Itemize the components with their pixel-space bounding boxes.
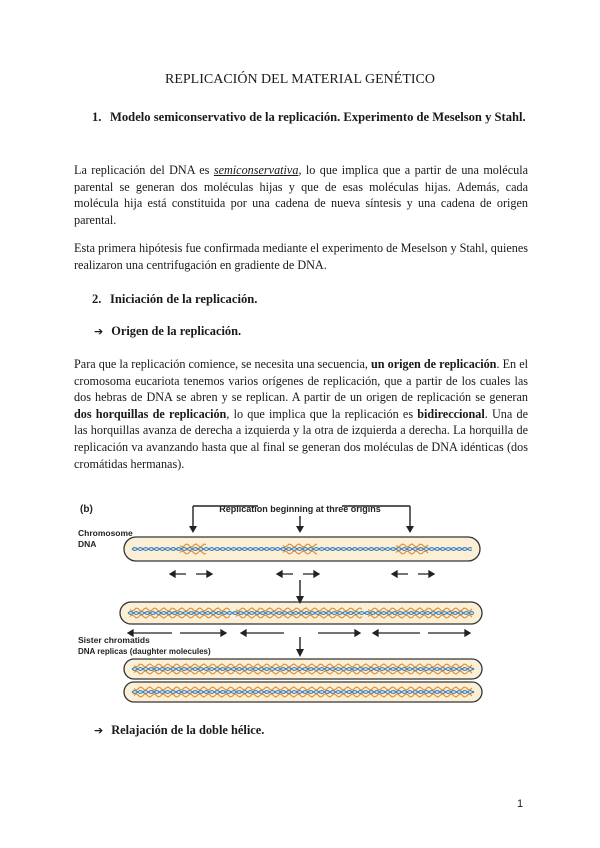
- bold-horquillas: dos horquillas de replicación: [74, 406, 227, 421]
- down-arrow-2: [296, 637, 304, 657]
- sister-chromatids-label: Sister chromatids: [78, 635, 150, 645]
- page-title: REPLICACIÓN DEL MATERIAL GENÉTICO: [165, 72, 435, 87]
- figure-panel-label: (b): [80, 504, 93, 515]
- down-arrow-1: [296, 580, 304, 604]
- paragraph-text: , lo que implica que a partir de una molécula parental se generan dos moléculas hijas y que de esas moléculas hijas. Además, cada molécula hija está constituida por una cadena de nueva síntesis y una cadena de origen parental.: [74, 163, 529, 227]
- section-2-number: 2.: [92, 292, 102, 306]
- chromosome-label: Chromosome: [78, 528, 133, 538]
- page-number: 1: [517, 798, 524, 810]
- paragraph-text: . En el cromosoma eucariota tenemos varios orígenes de replicación, que a partir de los cuales las dos hebras de DNA se abren y se replican. A partir de un origen de replicación se generan: [74, 357, 528, 405]
- chromosome-bar-2: [120, 602, 482, 624]
- chromosome-bars: [120, 537, 482, 702]
- fork-arrowheads-1: [170, 571, 434, 577]
- bold-origen-replicacion: un origen de replicación: [371, 357, 497, 371]
- fork-arrows-row-2: [128, 630, 470, 636]
- paragraph-text: La replicación del DNA es: [74, 163, 214, 177]
- section-2-title: Iniciación de la replicación.: [110, 292, 258, 306]
- section-1-title: Modelo semiconservativo de la replicación. Experimento de Meselson y Stahl.: [110, 110, 526, 124]
- bracket-arrowheads: [189, 526, 414, 533]
- subheading-relajacion-text: Relajación de la doble hélice.: [111, 723, 265, 737]
- subheading-relajacion: [94, 722, 264, 739]
- paragraph-text: Para que la replicación comience, se necesita una secuencia,: [74, 357, 371, 371]
- subheading-origen-text: Origen de la replicación.: [111, 324, 242, 338]
- paragraph-text: , lo que implica que la replicación es: [226, 406, 418, 421]
- bold-bidireccional: bidireccional: [417, 406, 485, 421]
- down-arrow-head: [296, 649, 304, 657]
- fork-arrows-row-1: [170, 571, 434, 577]
- dna-label: DNA: [78, 539, 97, 549]
- emphasis-semiconservativa: semiconservativa: [213, 163, 299, 177]
- paragraph-text: . Una de las horquillas avanza de derecha a izquierda y la otra de izquierda a derecha. La horquilla de replicación va avanzando hasta que al final se generan dos moléculas de DNA idénticas (dos cromátidas hermanas).: [74, 406, 528, 471]
- arrow-right-icon: ➔: [94, 724, 104, 737]
- figure-top-label: Replication beginning at three origins: [219, 504, 381, 514]
- section-1-number: 1.: [92, 110, 102, 124]
- dna-replicas-label: DNA replicas (daughter molecules): [78, 647, 211, 656]
- paragraph-meselson-stahl: Esta primera hipótesis fue confirmada mediante el experimento de Meselson y Stahl, quienes realizaron una centrifugación en gradiente de DNA.: [74, 241, 528, 272]
- arrow-right-icon: ➔: [94, 325, 104, 338]
